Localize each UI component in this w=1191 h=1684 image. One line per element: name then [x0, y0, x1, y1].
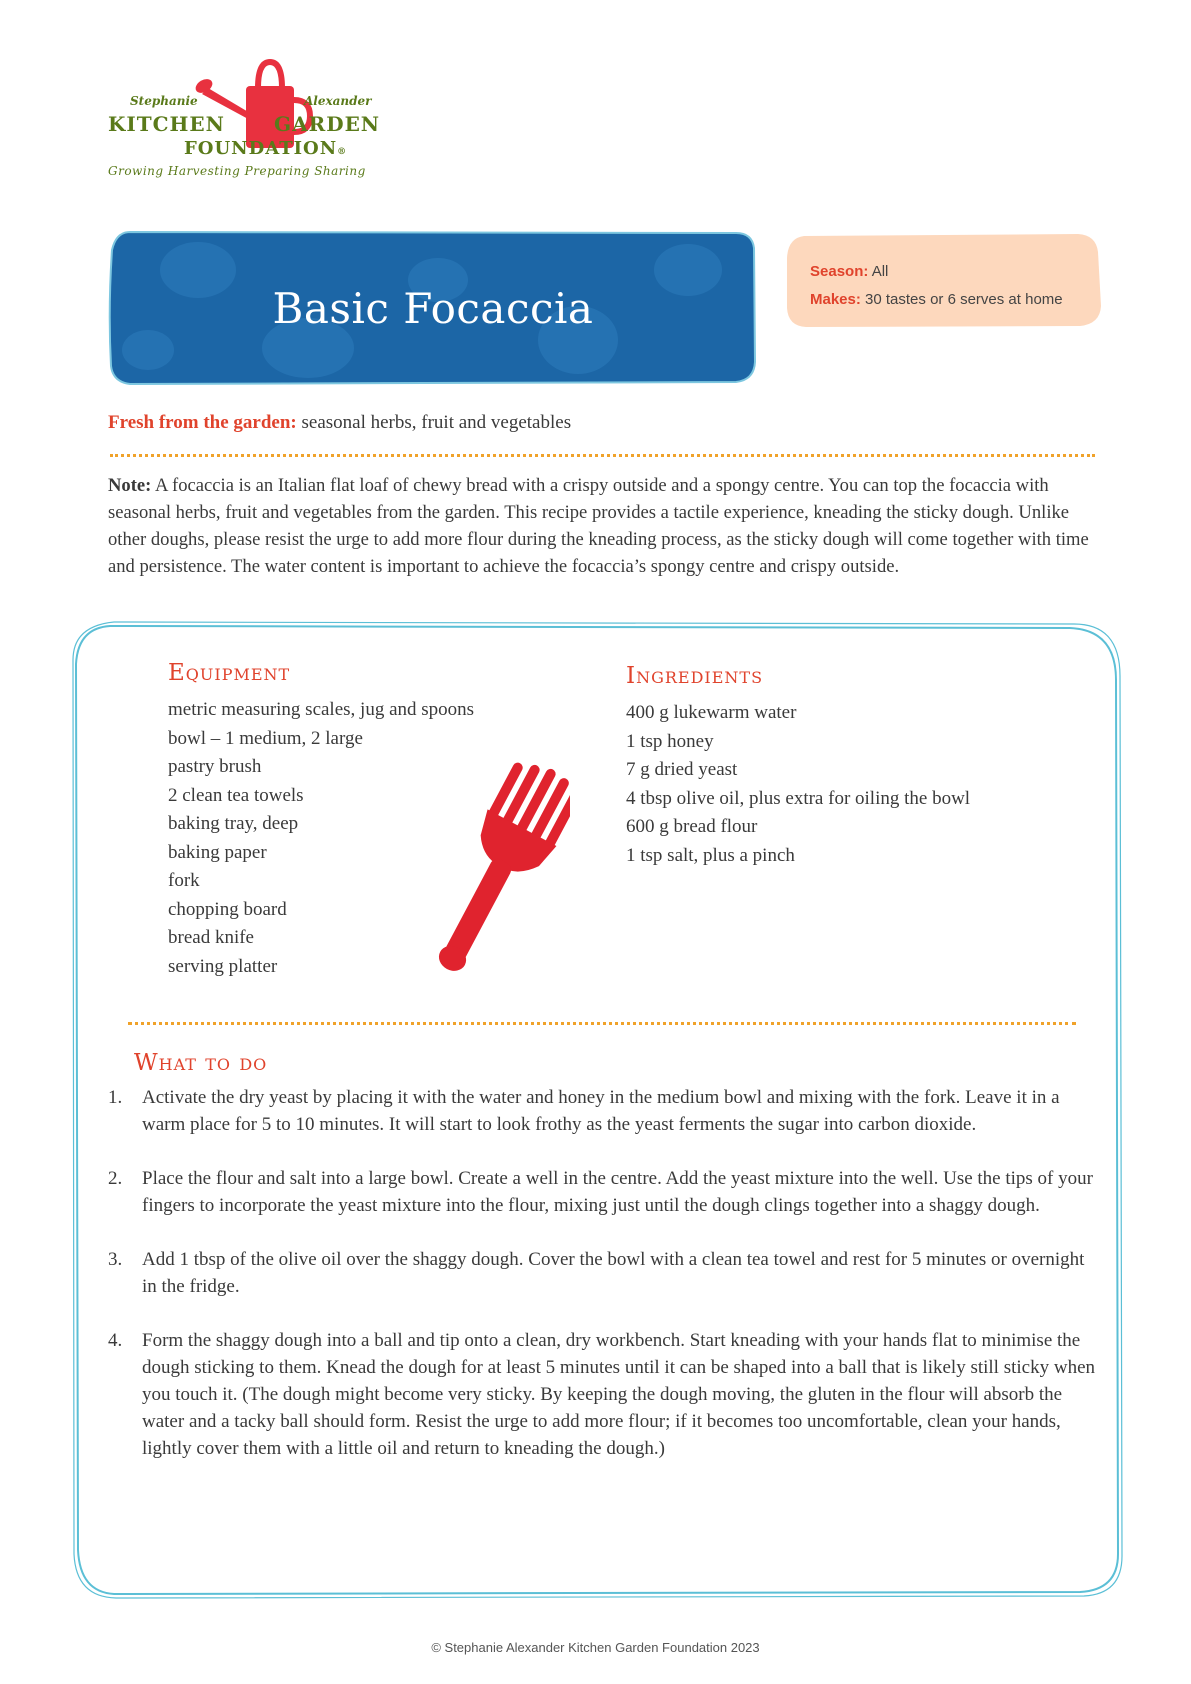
- ingredient-item: 400 g lukewarm water: [626, 702, 797, 723]
- step-number: 2.: [108, 1168, 123, 1189]
- logo-garden: GARDEN: [274, 112, 381, 136]
- equipment-item: metric measuring scales, jug and spoons: [168, 699, 475, 720]
- logo-last-name: Alexander: [304, 94, 372, 108]
- ingredient-item: 1 tsp salt, plus a pinch: [626, 844, 795, 866]
- step-number: 4.: [108, 1330, 123, 1351]
- divider: [110, 454, 1095, 457]
- recipe-meta-box: [784, 232, 1104, 330]
- watering-can-icon: [188, 58, 318, 150]
- ingredients-list: [626, 699, 970, 870]
- divider: [128, 1022, 1076, 1025]
- fresh-from-garden: Fresh from the garden: seasonal herbs, fruit and vegetables: [108, 412, 572, 433]
- method-heading: What to do: [134, 1050, 268, 1076]
- ingredients-heading: Ingredients: [626, 663, 764, 689]
- step-number: 3.: [108, 1249, 123, 1270]
- method-step: [108, 1165, 1098, 1219]
- method-step: [108, 1246, 1098, 1300]
- equipment-item: chopping board: [168, 898, 287, 920]
- fork-icon: [420, 750, 570, 990]
- equipment-item: bowl – 1 medium, 2 large: [168, 727, 363, 749]
- logo-first-name: Stephanie: [130, 94, 198, 108]
- logo-foundation: FOUNDATION®: [184, 138, 348, 159]
- ingredient-item: 1 tsp honey: [626, 730, 714, 752]
- equipment-heading: Equipment: [168, 660, 291, 686]
- ingredient-item: 7 g dried yeast: [626, 759, 738, 780]
- step-text: Form the shaggy dough into a ball and tip onto a clean, dry workbench. Start kneading with your hands flat to minimise the dough sticking to them. Knead the dough for at least 5 minutes until it can be shaped into a ball that is likely still sticky when you touch it. (The dough might become very sticky. By keeping the dough moving, the gluten in the flour will absorb the water and a tacky ball should form. Resist the urge to add more flour; if it becomes too uncomfortable, clean your hands, lightly cover them with a little oil and return to kneading the dough.): [142, 1330, 1095, 1459]
- page-title: Basic Focaccia: [272, 283, 594, 333]
- equipment-item: pastry brush: [168, 756, 262, 777]
- logo-kitchen: KITCHEN: [108, 112, 225, 136]
- equipment-item: serving platter: [168, 955, 278, 977]
- step-text: Place the flour and salt into a large bowl. Create a well in the centre. Add the yeast mixture into the well. Use the tips of your fingers to incorporate the yeast mixture into the flour, mixing just until the dough clings together into a shaggy dough.: [142, 1168, 1093, 1216]
- footer-copyright: © Stephanie Alexander Kitchen Garden Foundation 2023: [431, 1640, 760, 1655]
- method-step: [108, 1327, 1098, 1462]
- equipment-item: baking paper: [168, 841, 267, 863]
- foundation-logo: [108, 58, 408, 198]
- recipe-meta: [810, 258, 1063, 314]
- method-steps: [108, 1084, 1098, 1462]
- note-paragraph: Note: A focaccia is an Italian flat loaf of chewy bread with a crispy outside and a spongy centre. You can top the focaccia with seasonal herbs, fruit and vegetables from the garden. This recipe provides a tactile experience, kneading the sticky dough. Unlike other doughs, please resist the urge to add more flour during the kneading process, as the sticky dough will come together with time and persistence. The water content is important to achieve the focaccia’s spongy centre and crispy outside.: [108, 475, 1089, 577]
- equipment-item: 2 clean tea towels: [168, 784, 304, 806]
- season-line: Season: All: [810, 263, 889, 280]
- ingredient-item: 4 tbsp olive oil, plus extra for oiling the bowl: [626, 787, 971, 809]
- title-banner: [108, 230, 758, 386]
- equipment-item: fork: [168, 870, 200, 891]
- equipment-item: bread knife: [168, 927, 254, 948]
- logo-tagline: Growing Harvesting Preparing Sharing: [108, 164, 366, 178]
- ingredient-item: 600 g bread flour: [626, 816, 758, 837]
- step-text: Add 1 tbsp of the olive oil over the shaggy dough. Cover the bowl with a clean tea towel and rest for 5 minutes or overnight in the fridge.: [142, 1249, 1085, 1297]
- step-number: 1.: [108, 1087, 123, 1108]
- method-step: [108, 1084, 1098, 1138]
- step-text: Activate the dry yeast by placing it with the water and honey in the medium bowl and mixing with the fork. Leave it in a warm place for 5 to 10 minutes. It will start to look frothy as the yeast ferments the sugar into carbon dioxide.: [142, 1087, 1060, 1135]
- equipment-item: baking tray, deep: [168, 813, 299, 834]
- makes-line: Makes: 30 tastes or 6 serves at home: [810, 291, 1063, 308]
